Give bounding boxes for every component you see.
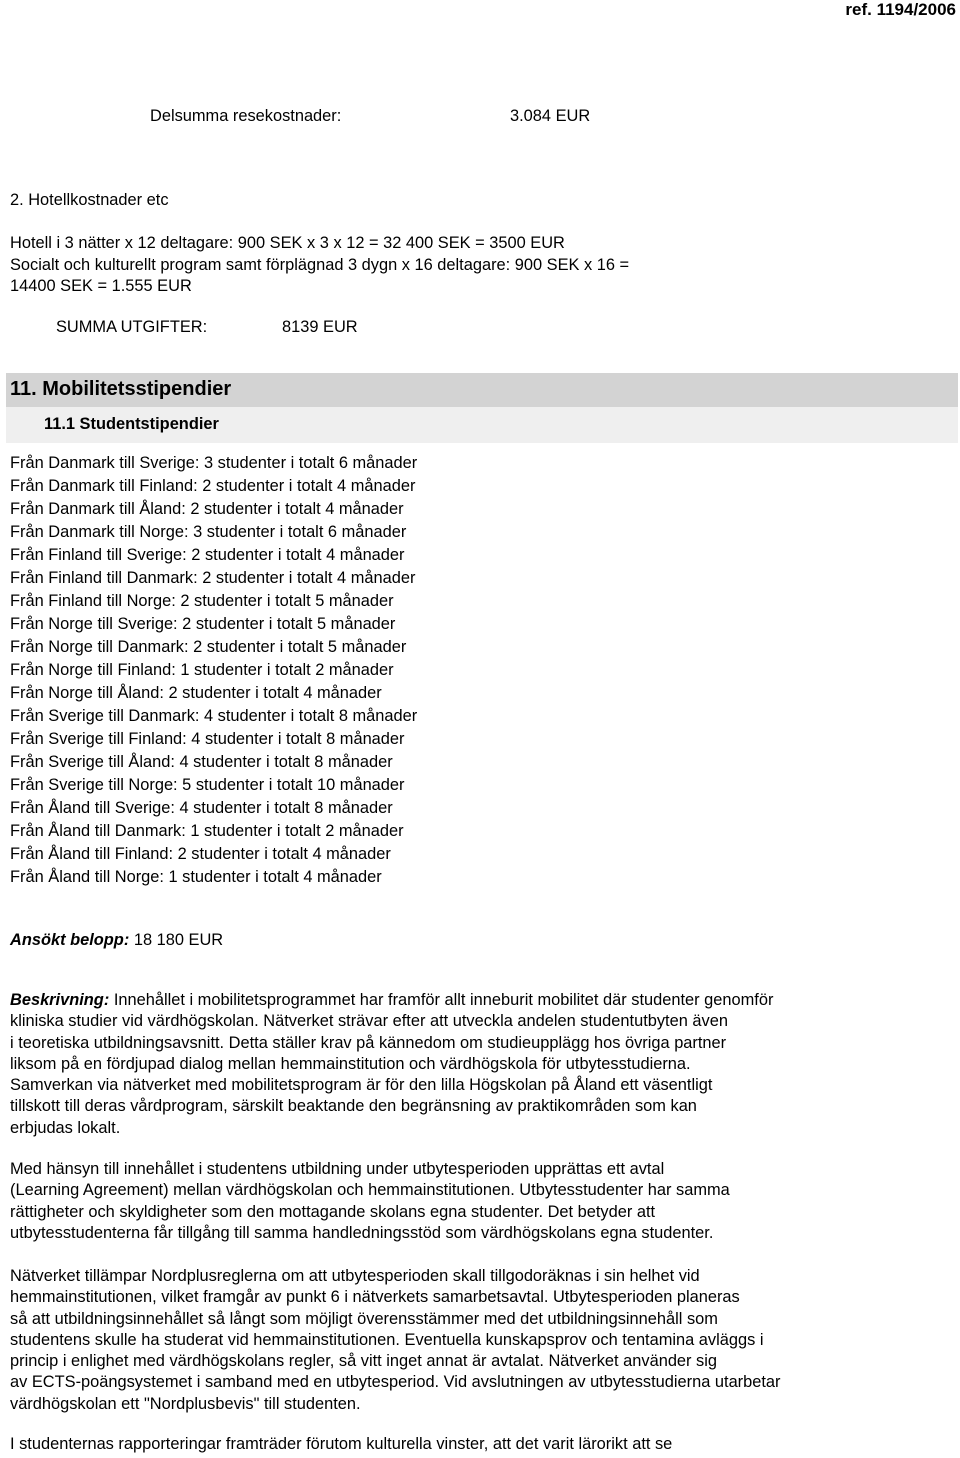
route-item: Från Finland till Sverige: 2 studenter i totalt 4 månader [10, 546, 405, 564]
subtotal-value: 3.084 EUR [510, 107, 591, 125]
route-item: Från Åland till Finland: 2 studenter i totalt 4 månader [10, 845, 391, 863]
description-paragraph-2 [10, 1159, 950, 1244]
route-item: Från Sverige till Norge: 5 studenter i totalt 10 månader [10, 776, 405, 794]
route-item: Från Finland till Danmark: 2 studenter i totalt 4 månader [10, 569, 416, 587]
paragraph-line: erbjudas lokalt. [10, 1118, 121, 1137]
route-item: Från Sverige till Danmark: 4 studenter i totalt 8 månader [10, 707, 418, 725]
route-item: Från Finland till Norge: 2 studenter i totalt 5 månader [10, 592, 394, 610]
total-label: SUMMA UTGIFTER: [56, 318, 208, 336]
route-item: Från Danmark till Norge: 3 studenter i totalt 6 månader [10, 523, 407, 541]
route-item: Från Danmark till Finland: 2 studenter i totalt 4 månader [10, 477, 416, 495]
hotel-line: Hotell i 3 nätter x 12 deltagare: 900 SEK x 3 x 12 = 32 400 SEK = 3500 EUR [10, 234, 565, 252]
route-item: Från Norge till Danmark: 2 studenter i totalt 5 månader [10, 638, 407, 656]
route-item: Från Sverige till Finland: 4 studenter i totalt 8 månader [10, 730, 405, 748]
route-item: Från Norge till Åland: 2 studenter i totalt 4 månader [10, 684, 382, 702]
paragraph-line: av ECTS-poängsystemet i samband med en utbytesperiod. Vid avslutningen av utbytesstudierna utarbetar [10, 1373, 781, 1392]
paragraph-line: I studenternas rapporteringar framträder förutom kulturella vinster, att det varit lärorikt att se [10, 1435, 673, 1453]
description-paragraph-1 [10, 990, 950, 1139]
paragraph-line: Innehållet i mobilitetsprogrammet har framför allt inneburit mobilitet där studenter genomför [109, 991, 774, 1009]
paragraph-line: liksom på en fördjupad dialog mellan hemmainstitution och värdhögskola för utbytesstudierna. [10, 1054, 691, 1073]
paragraph-line: Nätverket tillämpar Nordplusreglerna om att utbytesperioden skall tillgodoräknas i sin helhet vid [10, 1267, 700, 1285]
applied-amount-label: Ansökt belopp: [10, 931, 130, 949]
paragraph-line: tillskott till deras vårdprogram, särskilt beaktande den begränsning av praktikområden som kan [10, 1097, 697, 1116]
route-item: Från Åland till Sverige: 4 studenter i totalt 8 månader [10, 799, 393, 817]
paragraph-line: princip i enlighet med värdhögskolans regler, så vitt inget annat är avtalat. Nätverket använder sig [10, 1352, 718, 1371]
hotel-line: Socialt och kulturellt program samt förplägnad 3 dygn x 16 deltagare: 900 SEK x 16 = [10, 256, 630, 274]
route-item: Från Åland till Norge: 1 studenter i totalt 4 månader [10, 868, 382, 886]
paragraph-line: rättigheter och skyldigheter som den mottagande skolans egna studenter. Det betyder att [10, 1202, 656, 1221]
hotel-line: 14400 SEK = 1.555 EUR [10, 277, 192, 295]
paragraph-line: värdhögskolan ett "Nordplusbevis" till studenten. [10, 1394, 361, 1413]
description-paragraph-4 [10, 1434, 950, 1455]
section-title: 11. Mobilitetsstipendier [10, 378, 232, 400]
paragraph-line: Med hänsyn till innehållet i studentens utbildning under utbytesperioden upprättas ett avtal [10, 1160, 665, 1178]
subsection-title: 11.1 Studentstipendier [44, 415, 219, 433]
paragraph-line: utbytesstudenterna får tillgång till samma handledningsstöd som värdhögskolans egna studenter. [10, 1223, 714, 1242]
paragraph-line: kliniska studier vid värdhögskolan. Nätverket strävar efter att utveckla andelen studentutbyten även [10, 1012, 728, 1031]
applied-amount [10, 929, 223, 951]
reference-number: ref. 1194/2006 [845, 0, 956, 19]
paragraph-line: så att utbildningsinnehållet så långt som möjligt överensstämmer med det utbildningsinnehåll som [10, 1309, 718, 1328]
total-value: 8139 EUR [282, 318, 358, 336]
route-item: Från Danmark till Åland: 2 studenter i totalt 4 månader [10, 500, 404, 518]
subtotal-label: Delsumma resekostnader: [150, 107, 342, 125]
route-list [10, 452, 417, 889]
paragraph-line: i teoretiska utbildningsavsnitt. Detta ställer krav på kännedom om studieupplägg hos övriga partner [10, 1033, 727, 1052]
applied-amount-value: 18 180 EUR [129, 931, 224, 949]
route-item: Från Norge till Sverige: 2 studenter i totalt 5 månader [10, 615, 396, 633]
paragraph-line: hemmainstitutionen, vilket framgår av punkt 6 i nätverkets samarbetsavtal. Utbytesperioden planeras [10, 1288, 740, 1307]
paragraph-line: studentens skulle ha studerat vid hemmainstitutionen. Eventuella kunskapsprov och tentamina avläggs i [10, 1330, 764, 1349]
paragraph-line: Samverkan via nätverket med mobilitetsprogram är för den lilla Högskolan på Åland ett väsentligt [10, 1076, 713, 1095]
hotel-heading: 2. Hotellkostnader etc [10, 191, 169, 209]
paragraph-line: (Learning Agreement) mellan värdhögskolan och hemmainstitutionen. Utbytesstudenter har samma [10, 1181, 730, 1200]
route-item: Från Danmark till Sverige: 3 studenter i totalt 6 månader [10, 454, 418, 472]
description-label: Beskrivning: [10, 991, 110, 1009]
description-paragraph-3 [10, 1266, 950, 1415]
route-item: Från Åland till Danmark: 1 studenter i totalt 2 månader [10, 822, 404, 840]
route-item: Från Sverige till Åland: 4 studenter i totalt 8 månader [10, 753, 393, 771]
route-item: Från Norge till Finland: 1 studenter i totalt 2 månader [10, 661, 394, 679]
